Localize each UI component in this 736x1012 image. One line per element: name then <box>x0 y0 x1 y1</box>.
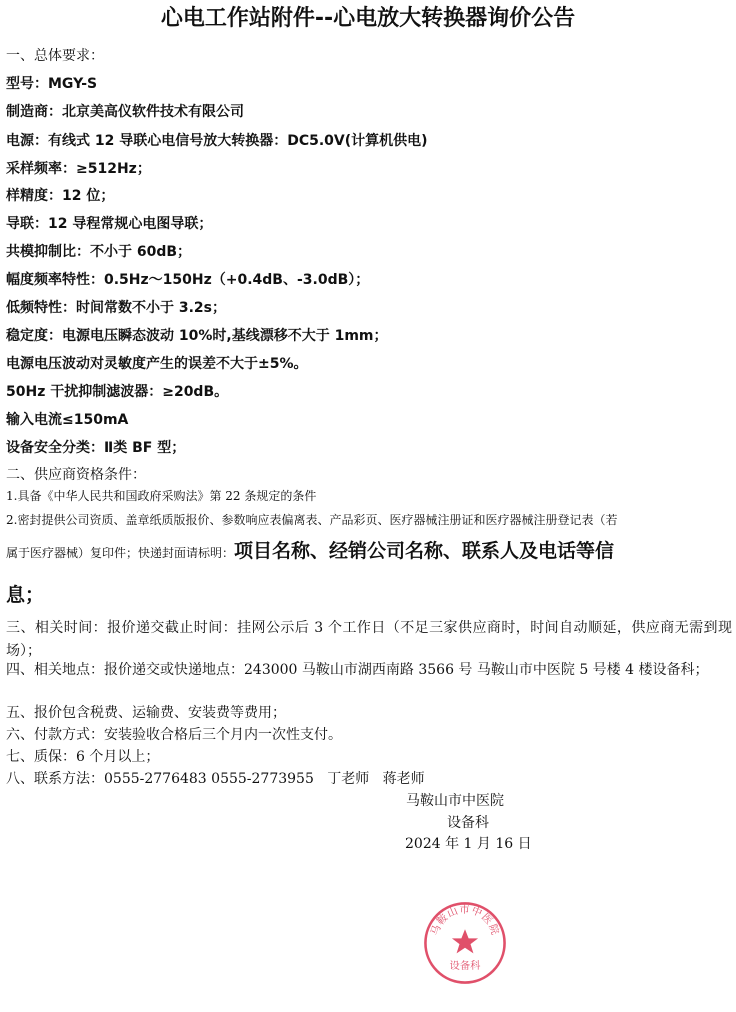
section8-contact: 八、联系方法：0555-2776483 0555-2773955 丁老师 蒋老师 <box>6 771 425 787</box>
section5-price: 五、报价包含税费、运输费、安装费等费用； <box>6 705 286 721</box>
spec-frequency: 幅度频率特性：0.5Hz～150Hz（+0.4dB、-3.0dB）； <box>6 272 370 288</box>
spec-current: 输入电流≤150mA <box>6 412 129 428</box>
qualification-2-line1: 2.密封提供公司资质、盖章纸质版报价、参数响应表偏离表、产品彩页、医疗器械注册证和医疗器械注册登记表（若 <box>6 513 618 527</box>
spec-precision: 样精度：12 位； <box>6 188 115 204</box>
spec-filter: 50Hz 干扰抑制滤波器：≥20dB。 <box>6 384 229 400</box>
section6-payment: 六、付款方式：安装验收合格后三个月内一次性支付。 <box>6 727 342 743</box>
section3-time: 三、相关时间：报价递交截止时间：挂网公示后 3 个工作日（不足三家供应商时，时间自动顺延，供应商无需到现场）； <box>6 620 732 659</box>
seal-center-text: 设备科 <box>449 959 481 972</box>
spec-leads: 导联：12 导程常规心电图导联； <box>6 216 213 232</box>
qualification-2-emphasis: 项目名称、经销公司名称、联系人及电话等信 <box>234 540 615 562</box>
qualification-2-line2 <box>6 536 614 567</box>
qualification-2-emphasis-end: 息； <box>6 584 45 606</box>
spec-sensitivity: 电源电压波动对灵敏度产生的误差不大于±5%。 <box>6 356 308 372</box>
spec-cmrr: 共模抑制比：不小于 60dB； <box>6 244 192 260</box>
star-icon <box>452 929 478 953</box>
signature-dept: 设备科 <box>447 815 489 831</box>
spec-sampling: 采样频率：≥512Hz； <box>6 161 151 177</box>
qualification-2-text: 属于医疗器械）复印件；快递封面请标明： <box>6 546 235 560</box>
page-title: 心电工作站附件--心电放大转换器询价公告 <box>160 6 576 31</box>
official-seal-stamp <box>422 900 508 986</box>
section7-warranty: 七、质保：6 个月以上； <box>6 749 160 765</box>
seal-ring-text: 马鞍山市中医院 <box>428 903 502 938</box>
spec-stability: 稳定度：电源电压瞬态波动 10%时,基线漂移不大于 1mm； <box>6 328 388 344</box>
signature-org: 马鞍山市中医院 <box>406 793 504 809</box>
section1-heading: 一、总体要求： <box>6 48 104 64</box>
section2-heading: 二、供应商资格条件： <box>6 467 146 483</box>
spec-manufacturer: 制造商：北京美高仪软件技术有限公司 <box>6 104 244 120</box>
section4-location: 四、相关地点：报价递交或快递地点：243000 马鞍山市湖西南路 3566 号 马鞍山市中医院 5 号楼 4 楼设备科； <box>6 662 709 678</box>
spec-model: 型号：MGY-S <box>6 76 98 92</box>
spec-safety: 设备安全分类：Ⅱ类 BF 型； <box>6 440 186 456</box>
signature-date: 2024 年 1 月 16 日 <box>405 836 532 852</box>
qualification-1: 1.具备《中华人民共和国政府采购法》第 22 条规定的条件 <box>6 489 317 503</box>
spec-power: 电源：有线式 12 导联心电信号放大转换器：DC5.0V(计算机供电) <box>6 133 428 149</box>
spec-low-freq: 低频特性：时间常数不小于 3.2s； <box>6 300 227 316</box>
